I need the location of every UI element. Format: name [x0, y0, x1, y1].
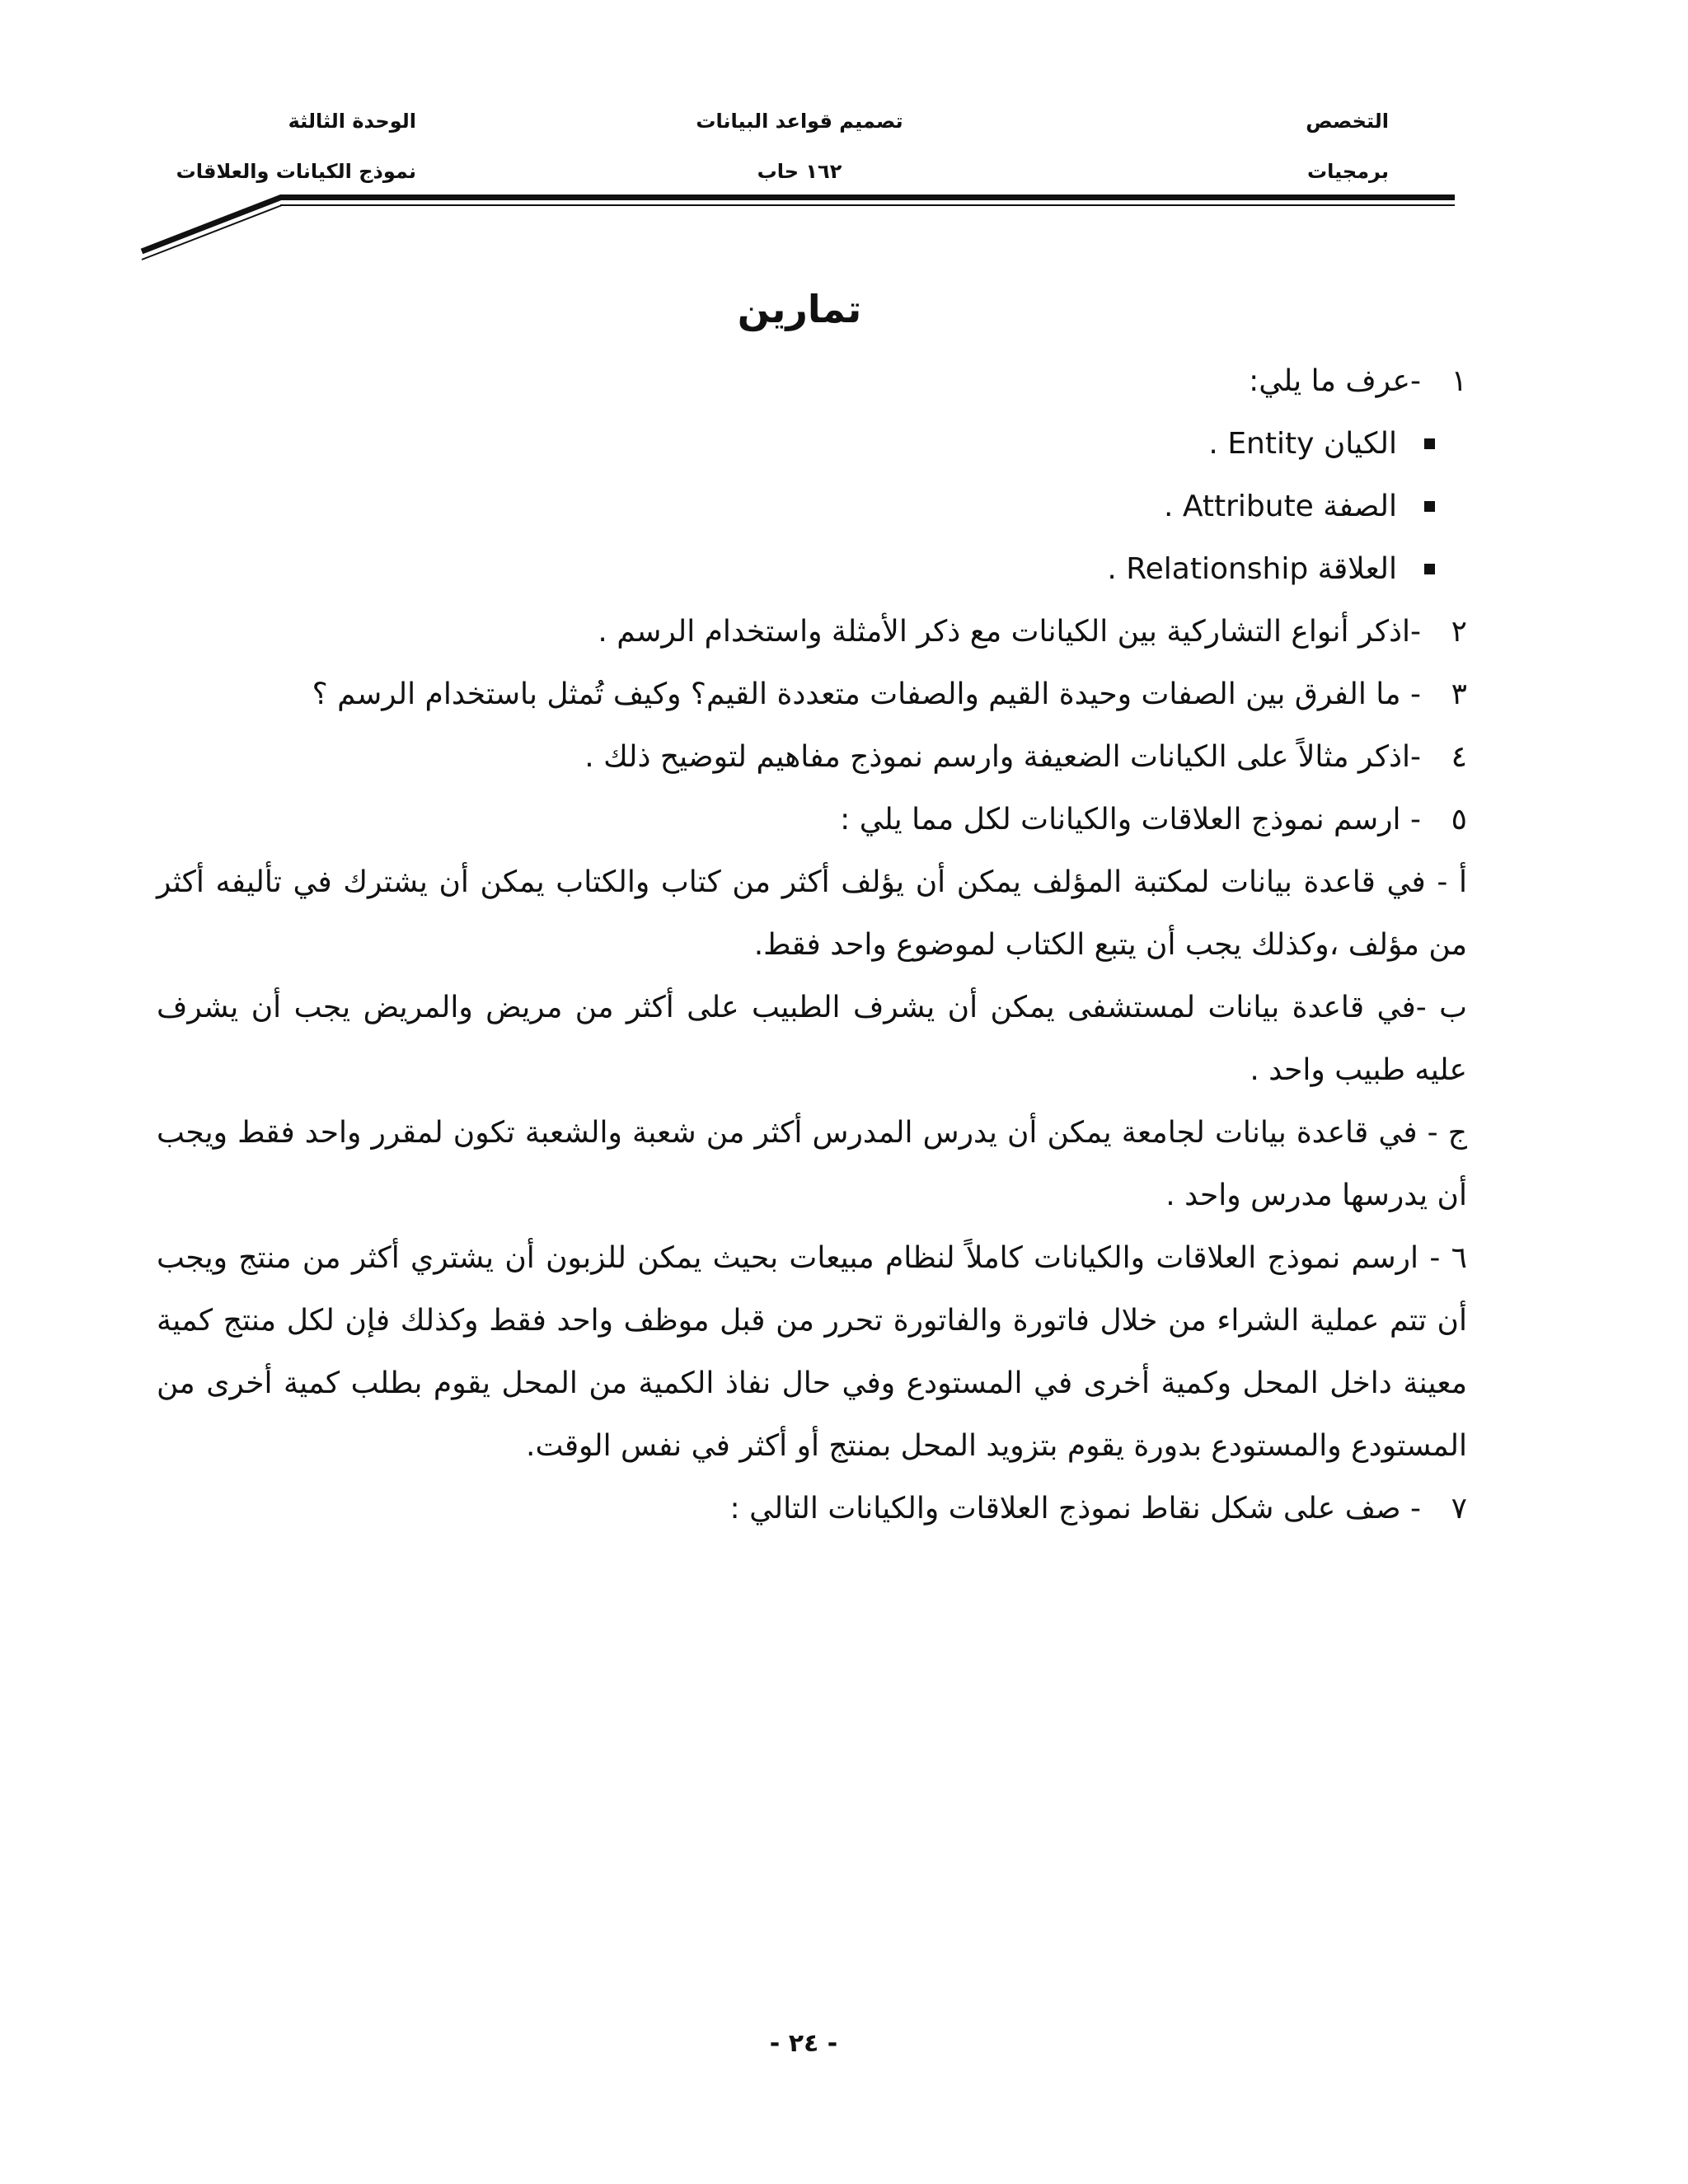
header-rule-thick [280, 194, 1455, 200]
question-1-text: -عرف ما يلي: [1249, 364, 1421, 398]
question-3-text: - ما الفرق بين الصفات وحيدة القيم والصفات متعددة القيم؟ وكيف تُمثل باستخدام الرسم ؟ [312, 677, 1421, 711]
page-title: تمارين [737, 287, 862, 331]
exercise-list [157, 350, 1467, 1540]
question-3 [157, 663, 1467, 726]
page-number: - ٢٤ - [769, 2029, 838, 2058]
question-5-part-c: ج - في قاعدة بيانات لجامعة يمكن أن يدرس المدرس أكثر من شعبة والشعبة تكون لمقرر واحد فقط ويجب أن يدرسها مدرس واحد . [157, 1116, 1467, 1212]
question-5-part-b: ب -في قاعدة بيانات لمستشفى يمكن أن يشرف الطبيب على أكثر من مريض والمريض يجب أن يشرف عليه طبيب واحد . [157, 991, 1467, 1087]
question-1-number: ١ [1451, 364, 1467, 398]
header-course-title: تصميم قواعد البيانات [696, 110, 903, 133]
list-item: العلاقة Relationship . [157, 538, 1397, 601]
list-item: الكيان Entity . [157, 413, 1397, 476]
list-item: الصفة Attribute . [157, 476, 1397, 538]
header-unit-title: نموذج الكيانات والعلاقات [176, 160, 416, 183]
header-course-code: ١٦٢ حاب [757, 160, 842, 183]
header-specialization-label: التخصص [1306, 110, 1389, 133]
question-4-text: -اذكر مثالاً على الكيانات الضعيفة وارسم نموذج مفاهيم لتوضيح ذلك . [584, 740, 1421, 774]
question-1-items [157, 413, 1397, 601]
header-unit-label: الوحدة الثالثة [288, 110, 416, 133]
question-5-text: - ارسم نموذج العلاقات والكيانات لكل مما يلي : [840, 803, 1421, 837]
question-2 [157, 601, 1467, 663]
header-slant-decoration [0, 0, 330, 280]
question-7-text: - صف على شكل نقاط نموذج العلاقات والكيانات التالي : [729, 1492, 1421, 1526]
question-2-text: -اذكر أنواع التشاركية بين الكيانات مع ذكر الأمثلة واستخدام الرسم . [598, 615, 1421, 649]
header-specialization-value: برمجيات [1306, 160, 1389, 183]
question-5 [157, 789, 1467, 851]
question-1 [157, 350, 1467, 413]
question-5-number: ٥ [1451, 803, 1467, 837]
question-4 [157, 726, 1467, 789]
question-5-part-a: أ - في قاعدة بيانات لمكتبة المؤلف يمكن أن يؤلف أكثر من كتاب والكتاب يمكن أن يشترك في تأليفه أكثر من مؤلف ،وكذلك يجب أن يتبع الكتاب لموضوع واحد فقط. [157, 865, 1467, 962]
question-7 [157, 1478, 1467, 1540]
question-3-number: ٣ [1451, 677, 1467, 711]
question-2-number: ٢ [1451, 615, 1467, 649]
question-7-number: ٧ [1451, 1492, 1467, 1526]
question-4-number: ٤ [1451, 740, 1467, 774]
question-6: ٦ - ارسم نموذج العلاقات والكيانات كاملاً لنظام مبيعات بحيث يمكن للزبون أن يشتري أكثر من منتج ويجب أن تتم عملية الشراء من خلال فاتورة والفاتورة تحرر من قبل موظف واحد فقط وكذلك فإن لكل منتج كمية معينة داخل المحل وكمية أخرى في المستودع وفي حال نفاذ الكمية من المحل يقوم بطلب كمية أخرى من المستودع والمستودع بدورة يقوم بتزويد المحل بمنتج أو أكثر في نفس الوقت. [157, 1241, 1467, 1463]
header-rule-thin [280, 204, 1455, 206]
